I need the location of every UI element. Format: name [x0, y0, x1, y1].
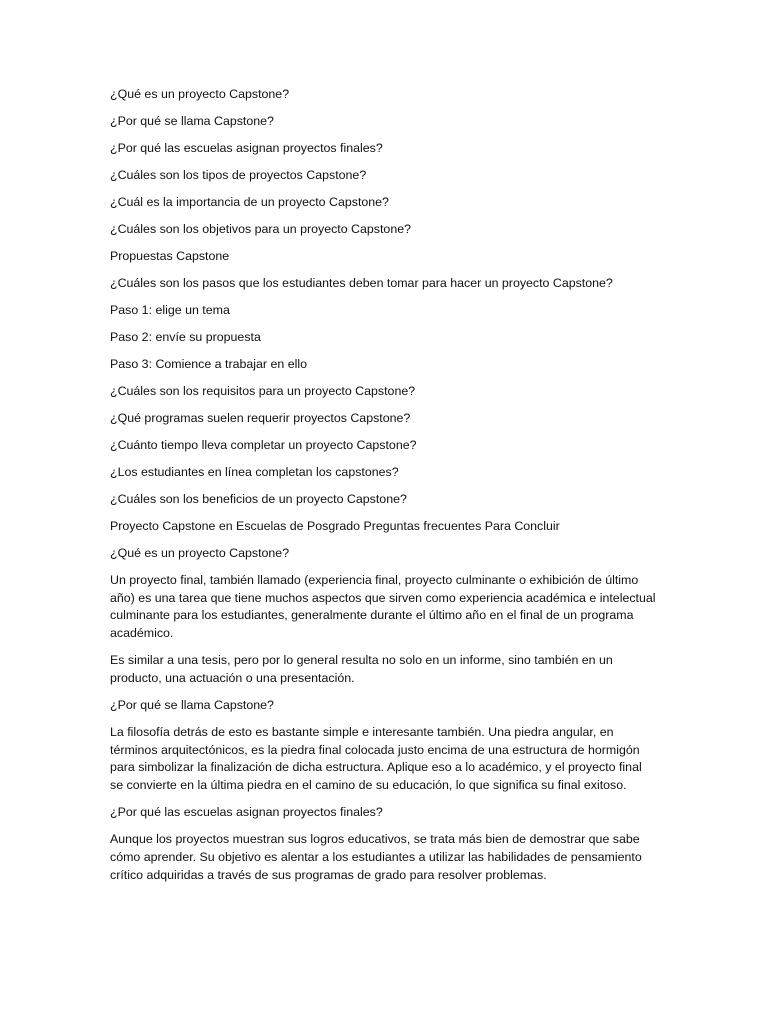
toc-item-step-3: Paso 3: Comience a trabajar en ello — [110, 357, 307, 371]
toc-item-duration: ¿Cuánto tiempo lleva completar un proyecto Capstone? — [110, 438, 417, 452]
toc-item-online: ¿Los estudiantes en línea completan los capstones? — [110, 465, 399, 479]
paragraph-definition: Un proyecto final, también llamado (experiencia final, proyecto culminante o exhibición de último año) es una tarea que tiene muchos aspectos que sirven como experiencia académica e intelectual culminante para los estudiantes, generalmente durante el último año en el final de un programa académico. — [110, 573, 656, 640]
toc-item-steps: ¿Cuáles son los pasos que los estudiantes deben tomar para hacer un proyecto Capstone? — [110, 276, 613, 290]
section-heading-why-called: ¿Por qué se llama Capstone? — [110, 698, 274, 713]
toc-item-importance: ¿Cuál es la importancia de un proyecto Capstone? — [110, 195, 389, 209]
toc-item-requirements: ¿Cuáles son los requisitos para un proyecto Capstone? — [110, 384, 416, 398]
paragraph-philosophy: La filosofía detrás de esto es bastante simple e interesante también. Una piedra angular, en términos arquitectónicos, es la piedra final colocada justo encima de una estructura de hormigón para simbolizar la finalización de dicha estructura. Aplique eso a lo académico, y el proyecto final se convierte en la última piedra en el camino de su educación, lo que significa su final exitoso. — [110, 725, 642, 792]
document-page — [110, 86, 658, 894]
paragraph-purpose: Aunque los proyectos muestran sus logros educativos, se trata más bien de demostrar que sabe cómo aprender. Su objetivo es alentar a los estudiantes a utilizar las habilidades de pensamiento crítico adquiridas a través de sus programas de grado para resolver problemas. — [110, 832, 642, 882]
section-heading-what-is: ¿Qué es un proyecto Capstone? — [110, 546, 290, 560]
toc-item-objectives: ¿Cuáles son los objetivos para un proyecto Capstone? — [110, 222, 411, 236]
toc-item-graduate-faq: Proyecto Capstone en Escuelas de Posgrado Preguntas frecuentes Para Concluir — [110, 519, 560, 533]
toc-item-step-2: Paso 2: envíe su propuesta — [110, 330, 261, 344]
toc-item-why-called: ¿Por qué se llama Capstone? — [110, 114, 274, 128]
toc-item-why-schools: ¿Por qué las escuelas asignan proyectos finales? — [110, 141, 383, 155]
toc-item-benefits: ¿Cuáles son los beneficios de un proyecto Capstone? — [110, 492, 407, 506]
toc-item-proposals: Propuestas Capstone — [110, 249, 230, 263]
toc-item-step-1: Paso 1: elige un tema — [110, 303, 230, 317]
toc-item-types: ¿Cuáles son los tipos de proyectos Capstone? — [110, 168, 367, 182]
section-heading-why-schools: ¿Por qué las escuelas asignan proyectos finales? — [110, 805, 383, 820]
paragraph-thesis-comparison: Es similar a una tesis, pero por lo general resulta no solo en un informe, sino también en un producto, una actuación o una presentación. — [110, 653, 613, 685]
toc-item-what-is: ¿Qué es un proyecto Capstone? — [110, 87, 290, 101]
toc-item-programs: ¿Qué programas suelen requerir proyectos Capstone? — [110, 411, 411, 425]
